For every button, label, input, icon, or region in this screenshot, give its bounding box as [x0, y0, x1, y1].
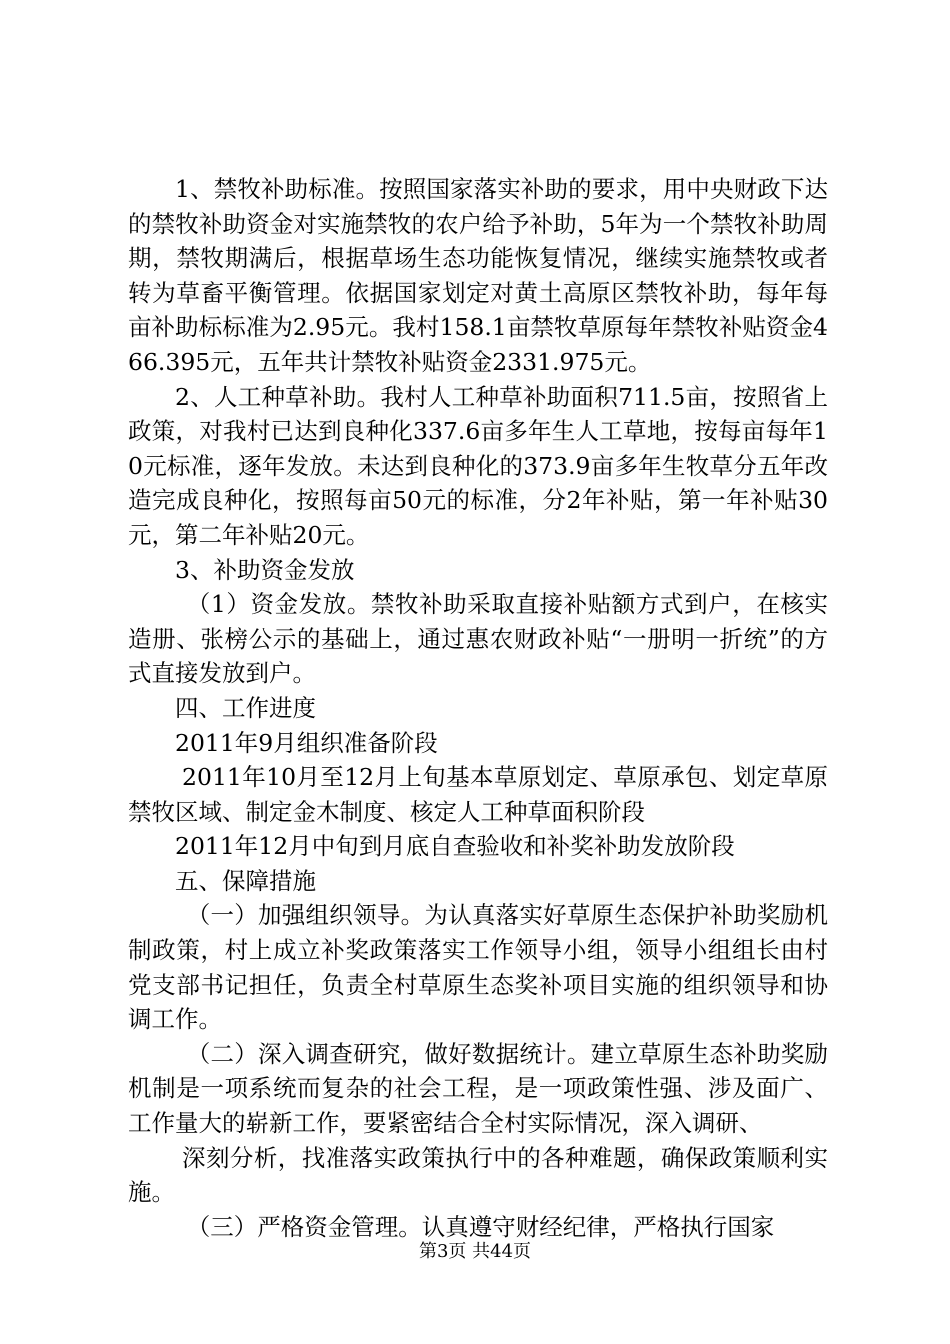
paragraph-artificial-grass-subsidy: 2、人工种草补助。我村人工种草补助面积711.5亩，按照省上政策，对我村已达到良种化337.6亩多年生人工草地，按每亩每年10元标准，逐年发放。未达到良种化的373.9亩多年生牧草分五年改造完成良种化，按照每亩50元的标准，分2年补贴，第一年补贴30元，第二年补贴20元。: [128, 382, 828, 549]
paragraph-progress-september: 2011年9月组织准备阶段: [175, 728, 438, 757]
paragraph-fund-management: （三）严格资金管理。认真遵守财经纪律，严格执行国家: [186, 1212, 775, 1241]
section-heading-work-progress: 四、工作进度: [175, 693, 316, 722]
paragraph-fund-distribution: （1）资金发放。禁牧补助采取直接补贴额方式到户，在核实造册、张榜公示的基础上，通过惠农财政补贴“一册明一折统”的方式直接发放到户。: [128, 590, 828, 688]
paragraph-analysis-continuation: 深刻分析，找准落实政策执行中的各种难题，确保政策顺利实施。: [128, 1143, 828, 1207]
paragraph-strengthen-leadership: （一）加强组织领导。为认真落实好草原生态保护补助奖励机制政策，村上成立补奖政策落实工作领导小组，领导小组组长由村党支部书记担任，负责全村草原生态奖补项目实施的组织领导和协调工作。: [128, 901, 828, 1034]
page-number-footer: 第3页 共44页: [418, 1241, 532, 1262]
paragraph-progress-mid-december: 2011年12月中旬到月底自查验收和补奖补助发放阶段: [175, 832, 735, 861]
document-body: [128, 172, 828, 1244]
paragraph-progress-october-december: 2011年10月至12月上旬基本草原划定、草原承包、划定草原禁牧区域、制定金木制度、核定人工种草面积阶段: [128, 763, 828, 826]
section-heading-safeguards: 五、保障措施: [175, 866, 316, 895]
paragraph-grazing-ban-standard: 1、禁牧补助标准。按照国家落实补助的要求，用中央财政下达的禁牧补助资金对实施禁牧的农户给予补助，5年为一个禁牧补助周期，禁牧期满后，根据草场生态功能恢复情况，继续实施禁牧或者转为草畜平衡管理。依据国家划定对黄土高原区禁牧补助，每年每亩补助标标准为2.95元。我村158.1亩禁牧草原每年禁牧补贴资金466.395元，五年共计禁牧补贴资金2331.975元。: [128, 175, 828, 376]
paragraph-fund-distribution-heading: 3、补助资金发放: [175, 555, 355, 584]
paragraph-research-statistics: （二）深入调查研究，做好数据统计。建立草原生态补助奖励机制是一项系统而复杂的社会工程，是一项政策性强、涉及面广、工作量大的崭新工作，要紧密结合全村实际情况，深入调研、: [128, 1039, 828, 1138]
